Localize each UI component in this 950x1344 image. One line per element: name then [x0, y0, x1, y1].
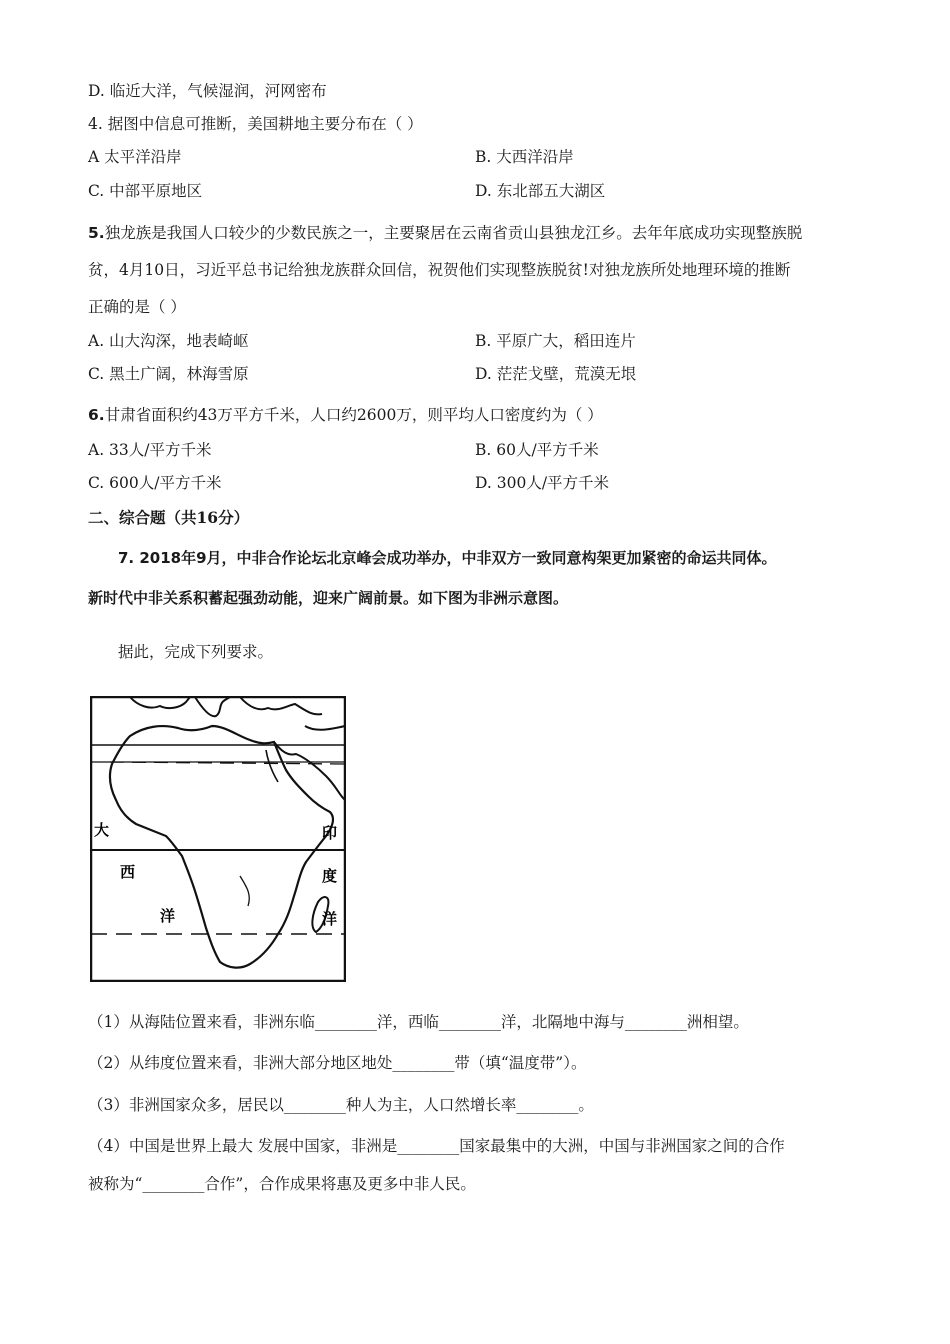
q7-sub4-line2: 被称为“________合作”，合作成果将惠及更多中非人民。	[88, 1175, 476, 1193]
q6-option-a: A. 33人/平方千米	[88, 441, 212, 459]
q5-text-1: 独龙族是我国人口较少的少数民族之一，主要聚居在云南省贡山县独龙江乡。去年年底成功实现整族脱	[104, 224, 803, 242]
map-frame	[91, 697, 345, 981]
map-label-indian-3: 洋	[322, 910, 338, 928]
q5-line2: 贫，4月10日，习近平总书记给独龙族群众回信，祝贺他们实现整族脱贫!对独龙族所处地理环境的推断	[88, 261, 791, 279]
map-label-indian-1: 印	[322, 824, 338, 842]
africa-map	[90, 696, 346, 982]
q7-sub4-line1: （4）中国是世界上最大 发展中国家，非洲是________国家最集中的大洲，中国与非洲国家之间的合作	[88, 1137, 785, 1155]
map-label-atlantic-1: 大	[94, 821, 110, 839]
q5-line1	[88, 223, 802, 243]
map-label-indian-2: 度	[322, 867, 338, 885]
q6-option-d: D. 300人/平方千米	[475, 474, 610, 492]
q5-option-c: C. 黑土广阔，林海雪原	[88, 365, 249, 383]
q5-option-d: D. 茫茫戈壁，荒漠无垠	[475, 365, 637, 383]
q7-line2: 新时代中非关系积蓄起强劲动能，迎来广阔前景。如下图为非洲示意图。	[88, 589, 569, 607]
section2-heading: 二、综合题（共16分）	[88, 508, 250, 527]
q7-sub1: （1）从海陆位置来看，非洲东临________洋，西临________洋，北隔地中海与________洲相望。	[88, 1013, 749, 1031]
q7-instruction: 据此，完成下列要求。	[118, 643, 274, 661]
q7-line1: 7. 2018年9月，中非合作论坛北京峰会成功举办，中非双方一致同意构架更加紧密的命运共同体。	[118, 549, 777, 567]
map-label-atlantic-3: 洋	[160, 907, 176, 925]
q6-number: 6.	[88, 406, 105, 424]
map-label-atlantic-2: 西	[120, 863, 136, 881]
q5-option-b: B. 平原广大，稻田连片	[475, 332, 636, 350]
q4-option-a: A 太平洋沿岸	[88, 148, 182, 166]
q4-option-c: C. 中部平原地区	[88, 182, 203, 200]
q5-option-a: A. 山大沟深，地表崎岖	[88, 332, 249, 350]
q6-question-line	[88, 405, 603, 425]
q6-option-b: B. 60人/平方千米	[475, 441, 599, 459]
q5-number: 5.	[88, 224, 105, 242]
q5-line3: 正确的是（ ）	[88, 298, 186, 316]
q3-option-d: D. 临近大洋，气候湿润，河网密布	[88, 82, 327, 100]
q4-option-b: B. 大西洋沿岸	[475, 148, 574, 166]
q4-option-d: D. 东北部五大湖区	[475, 182, 606, 200]
q7-sub3: （3）非洲国家众多，居民以________种人为主，人口然增长率________。	[88, 1096, 594, 1114]
q6-option-c: C. 600人/平方千米	[88, 474, 222, 492]
q6-question: 甘肃省面积约43万平方千米，人口约2600万，则平均人口密度约为（ ）	[104, 406, 603, 424]
q4-question: 4. 据图中信息可推断，美国耕地主要分布在（ ）	[88, 115, 423, 133]
africa-map-figure	[90, 696, 346, 982]
q7-sub2: （2）从纬度位置来看，非洲大部分地区地处________带（填“温度带”）。	[88, 1054, 587, 1072]
